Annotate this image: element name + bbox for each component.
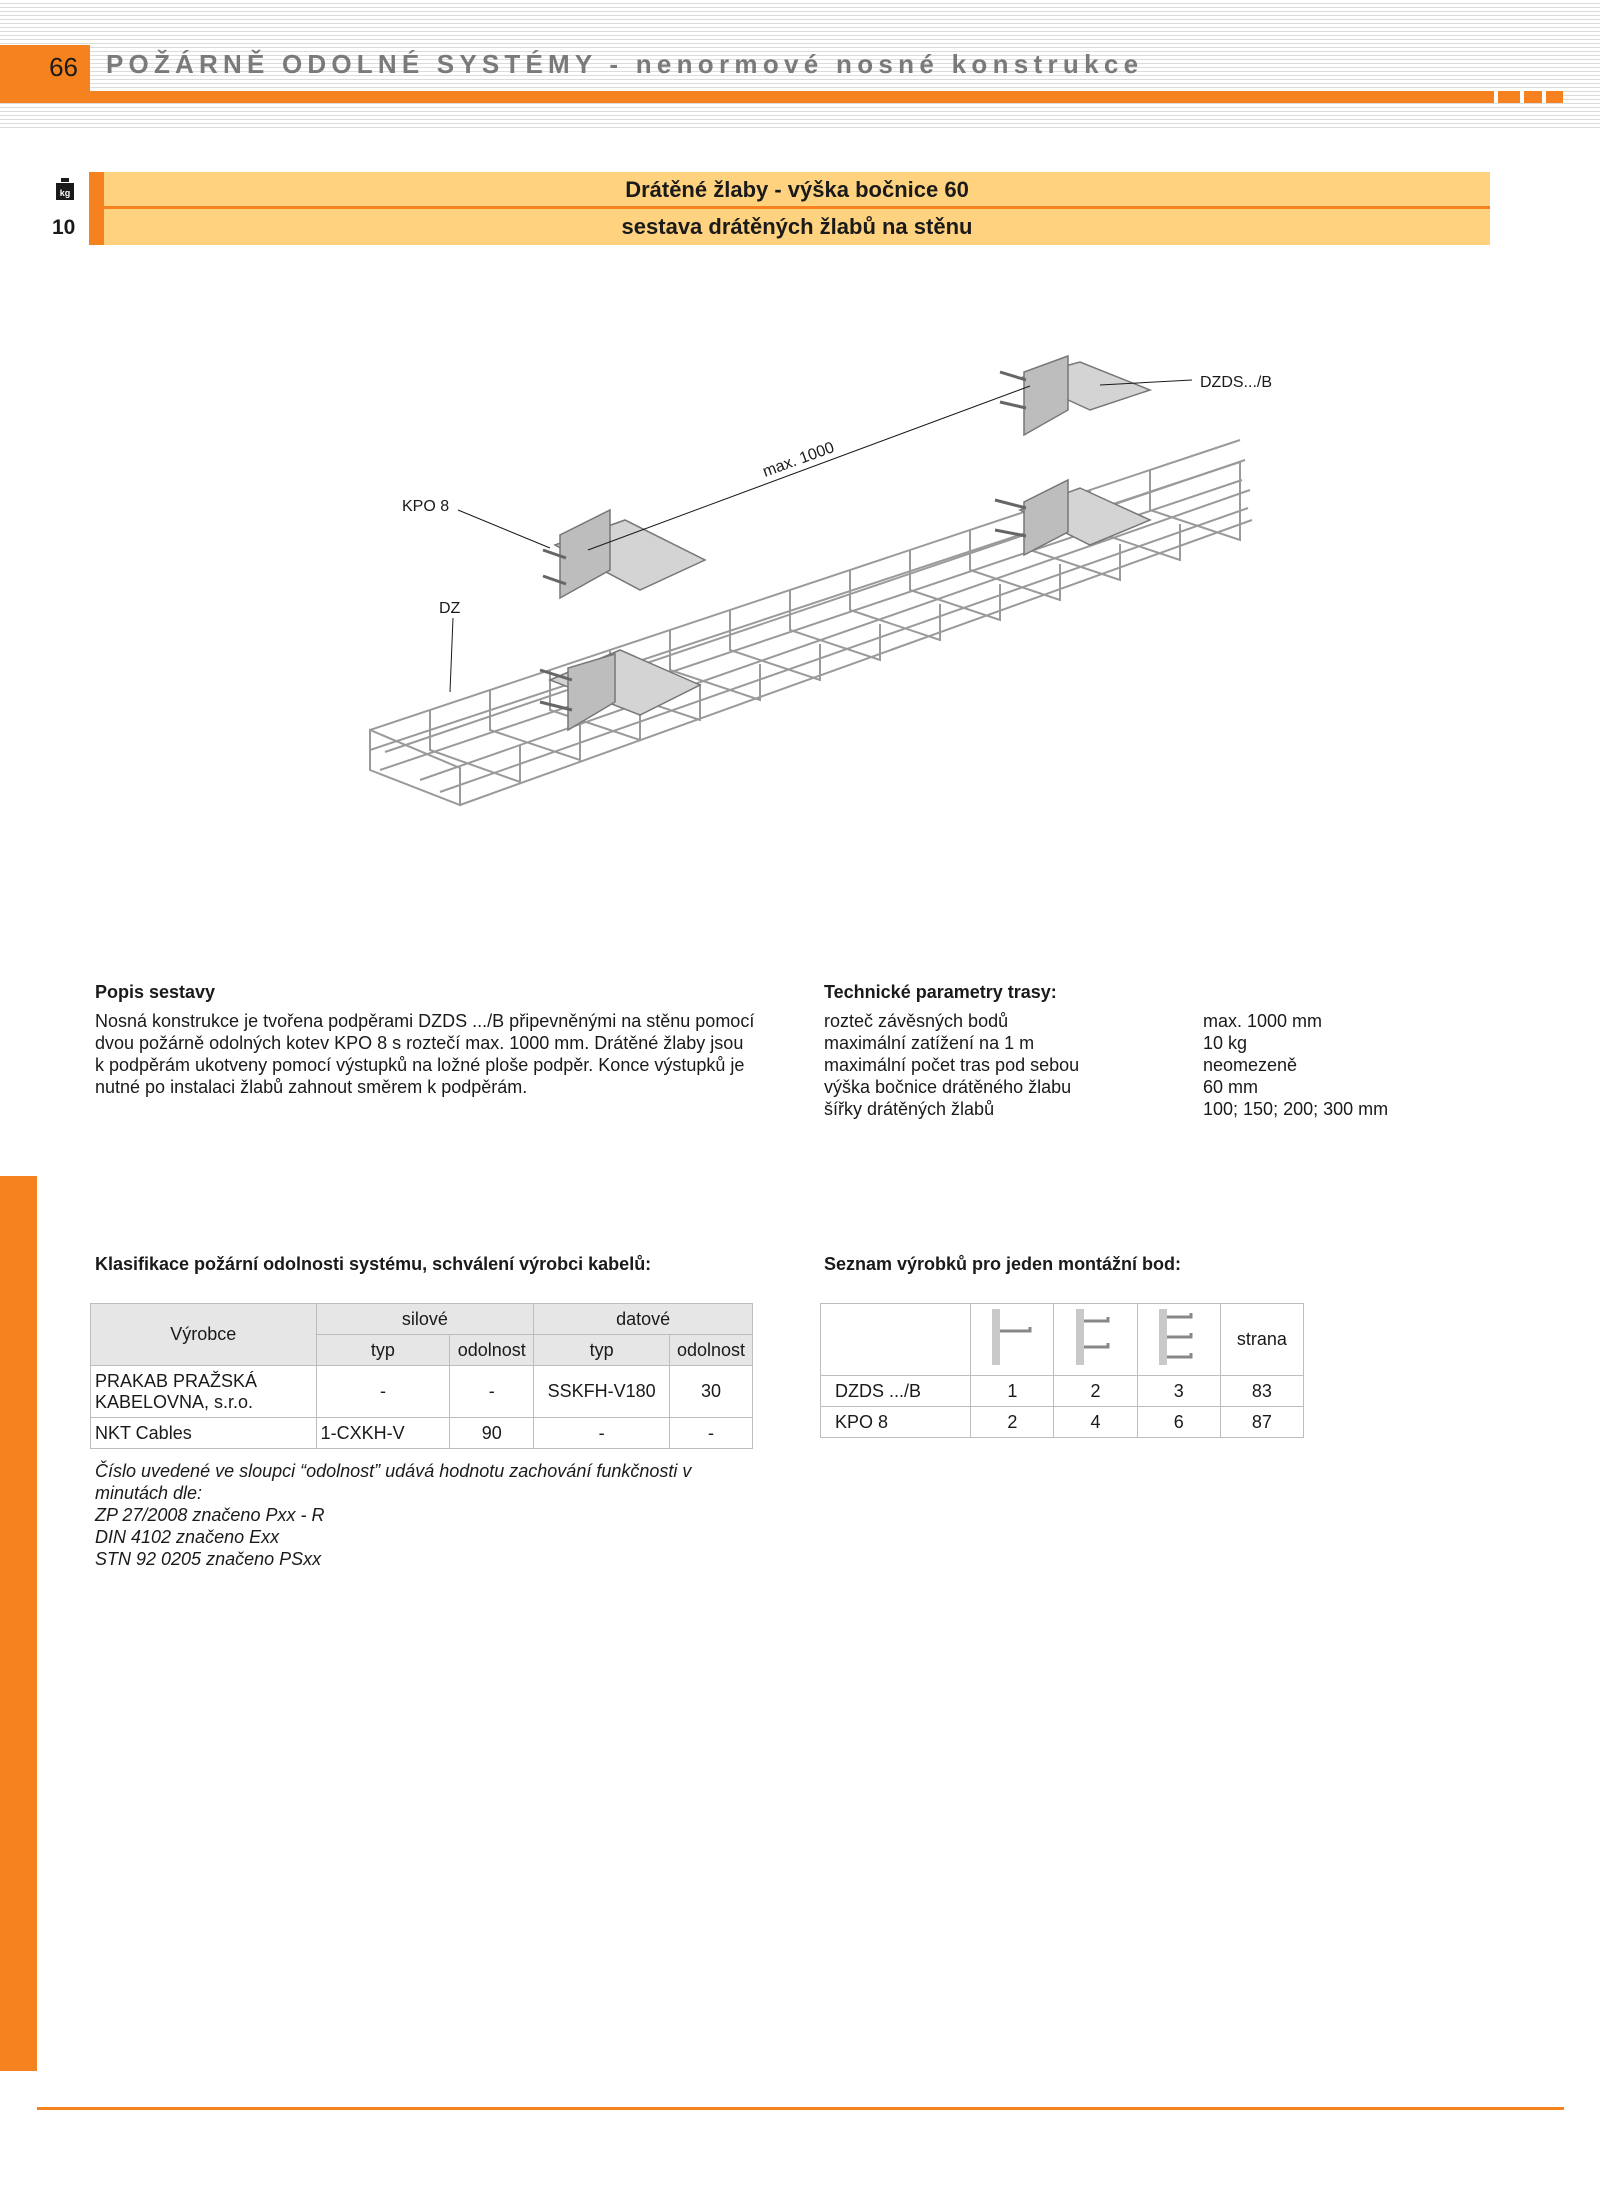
col-icon-2 xyxy=(1054,1304,1137,1376)
support-bracket-middle xyxy=(543,510,705,598)
left-accent-strip xyxy=(0,1176,37,2071)
param-value: neomezeně xyxy=(1203,1055,1298,1075)
param-label: maximální počet tras pod sebou xyxy=(824,1055,1080,1075)
page-number-box xyxy=(0,45,90,103)
note-line: minutách dle: xyxy=(95,1483,203,1503)
col-datove: datové xyxy=(534,1304,753,1335)
label-dzds: DZDS.../B xyxy=(1200,374,1273,391)
note-line: STN 92 0205 značeno PSxx xyxy=(95,1549,322,1569)
params-heading: Technické parametry trasy: xyxy=(824,982,1057,1002)
header-gap xyxy=(1520,91,1524,103)
label-dz: DZ xyxy=(439,600,461,617)
page-number: 66 xyxy=(49,52,78,82)
cell-vyrobce: PRAKAB PRAŽSKÁ KABELOVNA, s.r.o. xyxy=(91,1366,317,1418)
cell-v3: 3 xyxy=(1137,1376,1220,1407)
param-value: max. 1000 mm xyxy=(1203,1011,1323,1031)
table-row xyxy=(821,1376,1304,1407)
cell-silove-typ: 1-CXKH-V xyxy=(316,1418,450,1449)
param-row xyxy=(824,1032,1388,1054)
title-band xyxy=(104,172,1490,245)
popis-line: nutné po instalaci žlabů zahnout směrem k podpěrám. xyxy=(95,1077,528,1097)
klasifikace-note xyxy=(95,1460,691,1570)
table-row xyxy=(91,1418,753,1449)
seznam-heading: Seznam výrobků pro jeden montážní bod: xyxy=(824,1254,1182,1274)
cell-silove-odolnost: 90 xyxy=(450,1418,534,1449)
bracket-2-icon xyxy=(1074,1307,1118,1367)
col-silove-typ: typ xyxy=(316,1335,450,1366)
weight-icon-label: kg xyxy=(59,188,71,198)
header-gap xyxy=(1542,91,1546,103)
cell-name: KPO 8 xyxy=(821,1407,971,1438)
col-icon-1 xyxy=(971,1304,1054,1376)
param-label: výška bočnice drátěného žlabu xyxy=(824,1077,1072,1097)
cell-datove-odolnost: - xyxy=(670,1418,753,1449)
klasifikace-table xyxy=(90,1303,753,1449)
wire-tray-diagram xyxy=(340,350,1300,830)
cell-datove-typ: SSKFH-V180 xyxy=(534,1366,670,1418)
label-kpo: KPO 8 xyxy=(402,498,450,515)
header-title-main: POŽÁRNĚ ODOLNÉ SYSTÉMY xyxy=(106,49,597,79)
param-row xyxy=(824,1010,1388,1032)
bracket-1-icon xyxy=(990,1307,1034,1367)
header-title-sub: nenormové nosné konstrukce xyxy=(635,49,1144,79)
footer-line xyxy=(37,2107,1564,2110)
bracket-3-icon xyxy=(1157,1307,1201,1367)
cell-vyrobce: NKT Cables xyxy=(91,1418,317,1449)
header-bar xyxy=(0,91,1563,103)
cell-v1: 2 xyxy=(971,1407,1054,1438)
cell-strana: 83 xyxy=(1220,1376,1303,1407)
cell-datove-odolnost: 30 xyxy=(670,1366,753,1418)
product-subtitle: sestava drátěných žlabů na stěnu xyxy=(621,214,973,239)
popis-line: dvou požárně odolných kotev KPO 8 s roztečí max. 1000 mm. Drátěné žlaby jsou xyxy=(95,1033,744,1053)
popis-line: Nosná konstrukce je tvořena podpěrami DZDS .../B připevněnými na stěnu pomocí xyxy=(95,1011,755,1031)
product-title: Drátěné žlaby - výška bočnice 60 xyxy=(625,177,969,202)
support-bracket-front xyxy=(540,650,700,730)
header-gap xyxy=(1494,91,1498,103)
cell-v2: 2 xyxy=(1054,1376,1137,1407)
note-line: DIN 4102 značeno Exx xyxy=(95,1527,280,1547)
note-line: ZP 27/2008 značeno Pxx - R xyxy=(95,1505,325,1525)
param-row xyxy=(824,1098,1388,1120)
col-icon-3 xyxy=(1137,1304,1220,1376)
param-label: maximální zatížení na 1 m xyxy=(824,1033,1035,1053)
header-title xyxy=(106,49,1143,80)
cell-strana: 87 xyxy=(1220,1407,1303,1438)
params-list xyxy=(824,1010,1388,1120)
col-silove: silové xyxy=(316,1304,534,1335)
support-bracket-right xyxy=(995,480,1150,555)
label-spacing: max. 1000 xyxy=(760,439,837,481)
seznam-corner xyxy=(821,1304,971,1376)
header-title-separator: - xyxy=(596,49,636,79)
col-silove-odolnost: odolnost xyxy=(450,1335,534,1366)
popis-text xyxy=(95,1010,754,1098)
param-label: šířky drátěných žlabů xyxy=(824,1099,995,1119)
col-datove-typ: typ xyxy=(534,1335,670,1366)
weight-value: 10 xyxy=(52,216,76,239)
klasifikace-heading: Klasifikace požární odolnosti systému, schválení výrobci kabelů: xyxy=(95,1254,652,1274)
table-row xyxy=(91,1366,753,1418)
table-row xyxy=(821,1407,1304,1438)
col-vyrobce: Výrobce xyxy=(91,1304,317,1366)
cell-datove-typ: - xyxy=(534,1418,670,1449)
cell-name: DZDS .../B xyxy=(821,1376,971,1407)
title-divider xyxy=(104,206,1490,209)
param-value: 60 mm xyxy=(1203,1077,1259,1097)
title-accent xyxy=(89,172,104,245)
col-datove-odolnost: odolnost xyxy=(670,1335,753,1366)
support-bracket-top xyxy=(1000,356,1150,435)
param-value: 10 kg xyxy=(1203,1033,1248,1053)
seznam-table xyxy=(820,1303,1304,1438)
param-label: rozteč závěsných bodů xyxy=(824,1011,1009,1031)
cell-v2: 4 xyxy=(1054,1407,1137,1438)
weight-kg-icon xyxy=(56,178,74,200)
wire-tray xyxy=(370,440,1252,805)
popis-heading: Popis sestavy xyxy=(95,982,216,1002)
col-strana: strana xyxy=(1220,1304,1303,1376)
cell-silove-odolnost: - xyxy=(450,1366,534,1418)
param-row xyxy=(824,1076,1388,1098)
note-line: Číslo uvedené ve sloupci “odolnost” udává hodnotu zachování funkčnosti v xyxy=(95,1461,692,1481)
popis-line: k podpěrám ukotveny pomocí výstupků na ložné ploše podpěr. Konce výstupků je xyxy=(95,1055,745,1075)
param-row xyxy=(824,1054,1388,1076)
param-value: 100; 150; 200; 300 mm xyxy=(1203,1099,1389,1119)
cell-v3: 6 xyxy=(1137,1407,1220,1438)
cell-v1: 1 xyxy=(971,1376,1054,1407)
cell-silove-typ: - xyxy=(316,1366,450,1418)
